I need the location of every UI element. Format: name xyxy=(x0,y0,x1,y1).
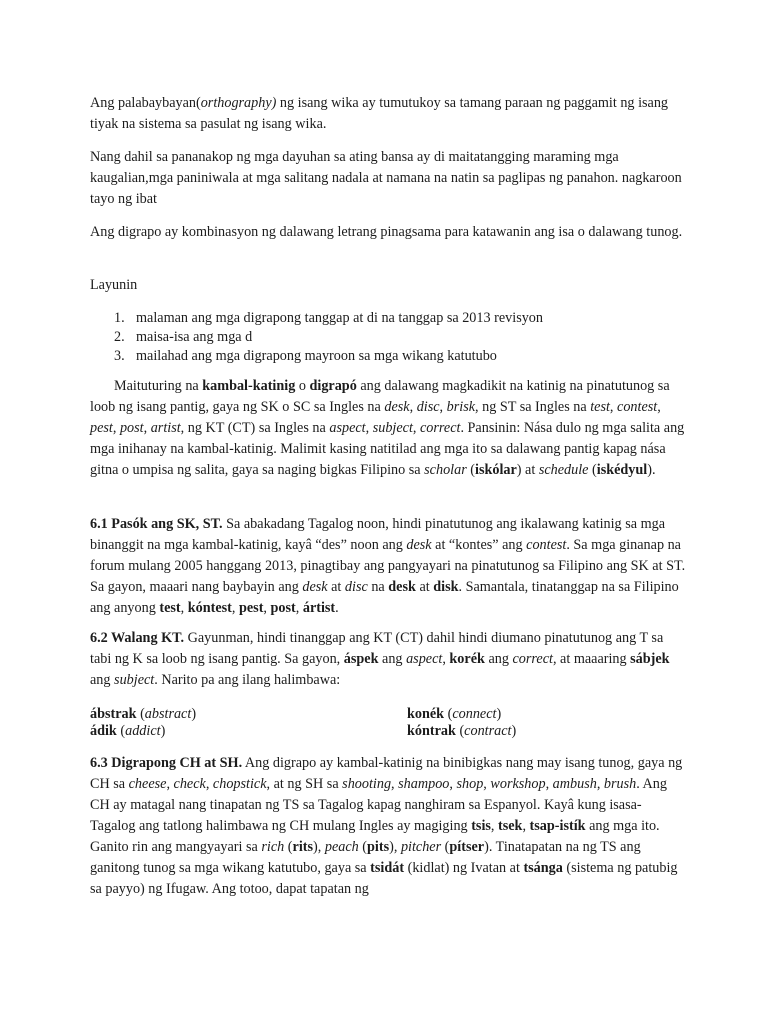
text-run: , xyxy=(365,420,373,436)
bold-term: pits xyxy=(367,839,390,855)
text-run: . Sa mga ginanap na forum mulang 2005 hanggang 2013, pinagtibay ang pangyayari na pinatutunog sa Filipino ang SK at ST. Sa gayon, maaari nang baybayin ang xyxy=(90,537,686,595)
italic-term: workshop xyxy=(490,776,546,792)
italic-term: connect xyxy=(452,706,497,722)
text-run: . Samantala, tinatanggap na sa Filipino ang anyong xyxy=(90,579,679,616)
text-run: . Narito pa ang ilang halimbawa: xyxy=(154,672,341,688)
italic-term: pest xyxy=(90,420,113,436)
intro-term: orthography) xyxy=(200,95,277,111)
text-run: , xyxy=(657,399,661,415)
bold-term: rits xyxy=(292,839,314,855)
bold-term: 6.1 Pasók ang SK, ST. xyxy=(90,516,223,532)
section-6-3-paragraph xyxy=(90,753,686,900)
text-run: ( xyxy=(284,839,293,855)
section-6-1-paragraph xyxy=(90,514,686,619)
italic-term: addict xyxy=(125,723,161,739)
text-run: na xyxy=(367,579,389,595)
text-run: , xyxy=(143,420,151,436)
text-run: ang xyxy=(484,651,513,667)
bold-term: pítser xyxy=(449,839,485,855)
text-run: ( xyxy=(116,723,126,739)
text-run: , xyxy=(295,600,303,616)
text-run: , xyxy=(522,818,530,834)
bold-term: sábjek xyxy=(630,651,670,667)
italic-term: ambush xyxy=(552,776,597,792)
bold-term: test xyxy=(159,600,181,616)
text-run: , ng KT (CT) sa Ingles na xyxy=(180,420,330,436)
bold-term: kóntest xyxy=(187,600,232,616)
text-run: , xyxy=(112,420,120,436)
text-run: ( xyxy=(588,462,597,478)
italic-term: chopstick xyxy=(212,776,267,792)
text-run: o xyxy=(295,378,310,394)
objective-item xyxy=(90,309,686,328)
bold-term: kóntrak xyxy=(407,723,456,739)
italic-term: schedule xyxy=(538,462,589,478)
bold-term: konék xyxy=(407,706,445,722)
text-run: at “kontes” ang xyxy=(431,537,527,553)
text-run: , xyxy=(483,776,491,792)
italic-term: rich xyxy=(261,839,285,855)
text-run: , xyxy=(391,776,399,792)
text-run: (kidlat) ng Ivatan at xyxy=(404,860,524,876)
bold-term: iskólar xyxy=(475,462,517,478)
italic-term: disc xyxy=(416,399,440,415)
italic-term: pitcher xyxy=(400,839,442,855)
italic-term: desk xyxy=(384,399,410,415)
objective-number: 1. xyxy=(114,310,125,326)
text-run: ) xyxy=(511,723,517,739)
bold-term: ádik xyxy=(90,723,117,739)
text-run: ). xyxy=(647,462,656,478)
section-6-2-paragraph xyxy=(90,628,686,691)
italic-term: correct xyxy=(419,420,461,436)
text-run: . Pansinin: Nása dulo ng mga salita ang mga inihanay na kambal-katinig. Malimit kasing natitilad ang mga ito sa dalawang pantig kapag nása gitna o umpisa ng salita, gaya sa naging bigkas Filipino sa xyxy=(90,420,685,478)
italic-term: correct xyxy=(512,651,553,667)
text-run: Maituturing na xyxy=(114,378,203,394)
text-run: at xyxy=(415,579,434,595)
italic-term: post xyxy=(119,420,144,436)
bold-term: tsek xyxy=(498,818,523,834)
text-run: ( xyxy=(441,839,450,855)
text-run: ( xyxy=(444,706,453,722)
example-kontrak xyxy=(407,721,516,742)
digraph-definition-paragraph xyxy=(90,376,686,481)
text-run: , xyxy=(545,776,553,792)
bold-term: 6.2 Walang KT. xyxy=(90,630,185,646)
italic-term: peach xyxy=(324,839,359,855)
italic-term: subject xyxy=(114,672,155,688)
italic-term: brush xyxy=(603,776,637,792)
text-run: , xyxy=(596,776,604,792)
bold-term: pest xyxy=(238,600,264,616)
italic-term: shampoo xyxy=(398,776,450,792)
objective-text: malaman ang mga digrapong tanggap at di na tanggap sa 2013 revisyon xyxy=(136,310,543,326)
text-run: Gayunman, hindi tinanggap ang KT (CT) dahil hindi diumano pinatutunog ang T sa tabi ng K sa loob ng isang pantig. Sa gayon, xyxy=(90,630,664,667)
text-run: , xyxy=(166,776,174,792)
intro-text: Ang palabaybayan( xyxy=(90,95,201,111)
bold-term: korék xyxy=(449,651,485,667)
text-run: , xyxy=(412,420,420,436)
text-run: , at maaaring xyxy=(552,651,631,667)
text-run: ), xyxy=(313,839,325,855)
text-run: Ang digrapo ay kambal-katinig na binibigkas nang may isang tunog, gaya ng CH sa xyxy=(90,755,683,792)
text-run: ). Tinatapatan na ng TS ang ganitong tunog sa mga wikang katutubo, gaya sa xyxy=(90,839,641,876)
definition-paragraph: Ang digrapo ay kombinasyon ng dalawang letrang pinagsama para katawanin ang isa o dalawang tunog. xyxy=(90,224,683,240)
text-run: , xyxy=(442,651,450,667)
text-run: . xyxy=(335,600,339,616)
bold-term: desk xyxy=(388,579,416,595)
text-run: ) xyxy=(496,706,502,722)
bold-term: ártist xyxy=(302,600,336,616)
bold-term: tsánga xyxy=(523,860,563,876)
intro-paragraph xyxy=(90,93,686,135)
italic-term: scholar xyxy=(424,462,467,478)
text-run: ) xyxy=(160,723,166,739)
text-run: Sa abakadang Tagalog noon, hindi pinatutunog ang ikalawang katinig sa mga binanggit na mga kambal-katinig, kayâ “des” noon ang xyxy=(90,516,665,553)
objective-text: mailahad ang mga digrapong mayroon sa mga wikang katutubo xyxy=(136,348,497,364)
objectives-list xyxy=(90,309,686,366)
objectives-heading: Layunin xyxy=(90,277,138,293)
italic-term: artist xyxy=(150,420,181,436)
italic-term: aspect xyxy=(329,420,366,436)
italic-term: test xyxy=(590,399,610,415)
italic-term: contest xyxy=(617,399,658,415)
bold-term: iskédyul xyxy=(596,462,648,478)
text-run: , ng ST sa Ingles na xyxy=(475,399,591,415)
bold-term: tsap-istík xyxy=(529,818,586,834)
text-run: , xyxy=(409,399,417,415)
bold-term: áspek xyxy=(343,651,379,667)
objective-item xyxy=(90,347,686,366)
bold-term: digrapó xyxy=(309,378,357,394)
text-run: ang xyxy=(378,651,407,667)
text-run: , xyxy=(449,776,457,792)
text-run: , at ng SH sa xyxy=(266,776,343,792)
bold-term: 6.3 Digrapong CH at SH. xyxy=(90,755,243,771)
text-run: , xyxy=(263,600,271,616)
text-run: , xyxy=(490,818,499,834)
text-run: , xyxy=(205,776,213,792)
bold-term: disk xyxy=(433,579,459,595)
italic-term: shooting xyxy=(342,776,392,792)
text-run: (sistema ng patubig sa payyo) ng Ifugaw. Ang totoo, dapat tapatan ng xyxy=(90,860,678,897)
text-run: , xyxy=(180,600,188,616)
intro-text-rest: ng isang wika ay tumutukoy sa tamang paraan ng paggamit ng isang tiyak na sistema sa pasulat ng isang wika. xyxy=(90,95,669,132)
italic-term: disc xyxy=(344,579,368,595)
text-run: . Ang CH ay matagal nang tinapatan ng TS sa Tagalog kapag nanghiram sa Espanyol. Kayâ kung isasa-Tagalog ang tatlong halimbawa ng CH mulang Ingles ay magiging xyxy=(90,776,667,834)
italic-term: contract xyxy=(464,723,512,739)
bold-term: tsis xyxy=(471,818,491,834)
objective-text: maisa-isa ang mga d xyxy=(136,329,253,345)
text-run: , xyxy=(231,600,239,616)
italic-term: check xyxy=(173,776,206,792)
text-run: ang xyxy=(90,672,115,688)
bold-term: tsidát xyxy=(370,860,405,876)
italic-term: contest xyxy=(526,537,567,553)
objective-number: 3. xyxy=(114,348,125,364)
text-run: at xyxy=(327,579,345,595)
text-run: ( xyxy=(455,723,465,739)
italic-term: desk xyxy=(406,537,432,553)
objective-item xyxy=(90,328,686,347)
italic-term: cheese xyxy=(128,776,167,792)
text-run: , xyxy=(439,399,447,415)
bold-term: ábstrak xyxy=(90,706,137,722)
text-run: ) xyxy=(191,706,197,722)
italic-term: abstract xyxy=(144,706,192,722)
text-run: , xyxy=(609,399,618,415)
text-run: ), xyxy=(389,839,401,855)
text-run: ang mga ito. Ganito rin ang mangyayari sa xyxy=(90,818,660,855)
text-run: ( xyxy=(358,839,368,855)
bold-term: kambal-katinig xyxy=(202,378,296,394)
italic-term: desk xyxy=(302,579,328,595)
text-run: ( xyxy=(466,462,475,478)
text-run: ( xyxy=(136,706,145,722)
italic-term: brisk xyxy=(446,399,476,415)
italic-term: subject xyxy=(372,420,413,436)
text-run: ang dalawang magkadikit na katinig na pinatutunog sa loob ng isang pantig, gaya ng SK o SC sa Ingles na xyxy=(90,378,670,415)
example-adik xyxy=(90,721,165,742)
text-run: ) at xyxy=(516,462,539,478)
italic-term: shop xyxy=(456,776,484,792)
objective-number: 2. xyxy=(114,329,125,345)
history-paragraph: Nang dahil sa pananakop ng mga dayuhan sa ating bansa ay di maitatangging maraming mga kaugalian,mga paniniwala at mga salitang nadala at namana na natin sa paglipas ng panahon. nagkaroon tayo ng ibat xyxy=(90,149,682,207)
italic-term: aspect xyxy=(406,651,443,667)
bold-term: post xyxy=(270,600,296,616)
